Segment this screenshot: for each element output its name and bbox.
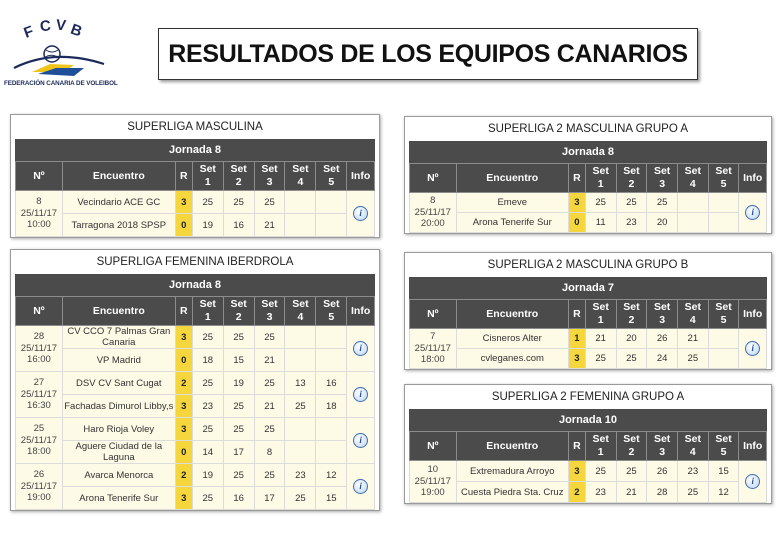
- set-score: [285, 214, 316, 237]
- column-header-info: Info: [739, 164, 767, 193]
- column-header-set4: Set 4: [677, 300, 708, 329]
- team-result: 2: [175, 464, 192, 487]
- set-score: 17: [254, 487, 285, 510]
- set-score: 19: [223, 372, 254, 395]
- team-result: 1: [568, 329, 585, 349]
- column-header-r: R: [568, 164, 585, 193]
- table-row: [16, 191, 375, 214]
- team-name: DSV CV Sant Cugat: [62, 372, 175, 395]
- set-score: 25: [223, 418, 254, 441]
- set-score: [316, 326, 347, 349]
- team-name: Cuesta Piedra Sta. Cruz: [456, 482, 568, 503]
- results-table: [409, 299, 767, 369]
- set-score: 8: [254, 441, 285, 464]
- team-name: Arona Tenerife Sur: [62, 487, 175, 510]
- match-time: 19:00: [420, 487, 445, 499]
- logo-graphic: [4, 10, 108, 80]
- match-info-cell: [16, 464, 63, 510]
- page-title: RESULTADOS DE LOS EQUIPOS CANARIOS: [158, 28, 698, 80]
- set-score: 16: [223, 214, 254, 237]
- column-header-set2: Set 2: [616, 300, 647, 329]
- match-time: 10:00: [27, 219, 51, 231]
- team-name: Emeve: [456, 193, 568, 213]
- league-title: SUPERLIGA 2 MASCULINA GRUPO B: [487, 259, 689, 271]
- table-header-row: [16, 297, 375, 326]
- set-score: 19: [192, 464, 223, 487]
- column-header-set4: Set 4: [285, 297, 316, 326]
- set-score: 25: [616, 461, 647, 482]
- set-score: 25: [254, 464, 285, 487]
- set-score: 20: [647, 213, 678, 233]
- info-cell: [347, 464, 375, 510]
- info-cell: [739, 461, 767, 503]
- team-result: 0: [175, 349, 192, 372]
- column-header-encuentro: Encuentro: [62, 162, 175, 191]
- table-header-row: [410, 300, 767, 329]
- table-row: [16, 418, 375, 441]
- info-icon[interactable]: i: [745, 205, 760, 220]
- jornada-header: Jornada 8: [15, 274, 375, 296]
- team-result: 3: [175, 487, 192, 510]
- set-score: 23: [285, 464, 316, 487]
- match-time: 18:00: [27, 446, 51, 458]
- column-header-set1: Set 1: [585, 432, 616, 461]
- logo-letter-v: V: [55, 16, 67, 35]
- set-score: 23: [585, 482, 616, 503]
- set-score: [285, 418, 316, 441]
- column-header-r: R: [175, 162, 192, 191]
- team-result: 3: [175, 418, 192, 441]
- column-header-set5: Set 5: [316, 162, 347, 191]
- set-score: [316, 214, 347, 237]
- team-result: 3: [175, 191, 192, 214]
- set-score: 25: [223, 464, 254, 487]
- team-name: Avarca Menorca: [62, 464, 175, 487]
- jornada-header: Jornada 7: [409, 277, 767, 299]
- league-title: SUPERLIGA 2 MASCULINA GRUPO A: [487, 123, 689, 135]
- set-score: 16: [223, 487, 254, 510]
- column-header-num: Nº: [410, 164, 457, 193]
- team-name: cvleganes.com: [456, 349, 568, 369]
- set-score: 25: [254, 326, 285, 349]
- info-cell: [347, 418, 375, 464]
- match-info-cell: [16, 418, 63, 464]
- table-header-row: [410, 164, 767, 193]
- match-number: 8: [36, 196, 42, 208]
- set-score: 25: [192, 418, 223, 441]
- results-table: [409, 163, 767, 233]
- column-header-num: Nº: [410, 300, 457, 329]
- column-header-set2: Set 2: [616, 432, 647, 461]
- set-score: [316, 441, 347, 464]
- column-header-r: R: [568, 432, 585, 461]
- info-cell: [347, 191, 375, 237]
- table-row: [16, 395, 375, 418]
- set-score: 25: [585, 193, 616, 213]
- logo-letter-c: C: [39, 17, 52, 36]
- table-row: [16, 487, 375, 510]
- info-cell: [739, 329, 767, 369]
- column-header-set5: Set 5: [708, 164, 739, 193]
- set-score: [677, 193, 708, 213]
- jornada-header: Jornada 8: [409, 141, 767, 163]
- set-score: 25: [254, 372, 285, 395]
- team-result: 0: [568, 213, 585, 233]
- match-info-cell: [410, 329, 457, 369]
- team-name: Cisneros Alter: [456, 329, 568, 349]
- info-icon[interactable]: i: [745, 341, 760, 356]
- info-icon[interactable]: i: [353, 341, 368, 356]
- set-score: 11: [585, 213, 616, 233]
- set-score: 15: [223, 349, 254, 372]
- results-table: [15, 161, 375, 237]
- team-name: VP Madrid: [62, 349, 175, 372]
- set-score: 21: [585, 329, 616, 349]
- set-score: [316, 418, 347, 441]
- set-score: 15: [316, 487, 347, 510]
- set-score: 26: [647, 461, 678, 482]
- info-icon[interactable]: i: [745, 474, 760, 489]
- set-score: 21: [254, 395, 285, 418]
- set-score: 24: [647, 349, 678, 369]
- league-panel: [10, 114, 380, 238]
- column-header-set2: Set 2: [616, 164, 647, 193]
- column-header-set5: Set 5: [708, 300, 739, 329]
- set-score: 25: [254, 191, 285, 214]
- match-number: 8: [430, 195, 436, 207]
- set-score: 13: [285, 372, 316, 395]
- team-name: Extremadura Arroyo: [456, 461, 568, 482]
- set-score: [285, 191, 316, 214]
- match-date: 25/11/17: [414, 475, 451, 487]
- set-score: [708, 349, 739, 369]
- set-score: 21: [254, 214, 285, 237]
- column-header-set3: Set 3: [647, 300, 678, 329]
- set-score: 25: [285, 487, 316, 510]
- set-score: [285, 349, 316, 372]
- set-score: 25: [223, 326, 254, 349]
- set-score: 25: [585, 349, 616, 369]
- set-score: 25: [616, 349, 647, 369]
- table-row: [410, 482, 767, 503]
- set-score: 12: [316, 464, 347, 487]
- column-header-info: Info: [347, 297, 375, 326]
- info-icon[interactable]: i: [353, 387, 368, 402]
- column-header-set2: Set 2: [223, 162, 254, 191]
- set-score: 25: [677, 482, 708, 503]
- league-panel: [404, 384, 772, 504]
- set-score: 25: [585, 461, 616, 482]
- column-header-set3: Set 3: [254, 162, 285, 191]
- team-result: 3: [175, 326, 192, 349]
- match-number: 27: [33, 377, 45, 389]
- table-row: [410, 461, 767, 482]
- league-title: SUPERLIGA 2 FEMENINA GRUPO A: [491, 391, 685, 403]
- set-score: [316, 191, 347, 214]
- set-score: [677, 213, 708, 233]
- column-header-set3: Set 3: [647, 164, 678, 193]
- match-info-cell: [410, 193, 457, 233]
- team-result: 3: [568, 349, 585, 369]
- set-score: 18: [316, 395, 347, 418]
- league-panel: [404, 116, 772, 234]
- column-header-set1: Set 1: [585, 300, 616, 329]
- team-name: Tarragona 2018 SPSP: [62, 214, 175, 237]
- table-row: [16, 349, 375, 372]
- fcvb-logo: [4, 10, 118, 94]
- column-header-num: Nº: [16, 297, 63, 326]
- match-time: 19:00: [27, 492, 51, 504]
- match-date: 25/11/17: [414, 206, 451, 218]
- table-row: [16, 441, 375, 464]
- set-score: 19: [192, 214, 223, 237]
- table-row: [16, 372, 375, 395]
- column-header-num: Nº: [16, 162, 63, 191]
- results-table: [15, 296, 375, 510]
- set-score: 25: [192, 191, 223, 214]
- set-score: 16: [316, 372, 347, 395]
- match-date: 25/11/17: [414, 342, 451, 354]
- set-score: 23: [677, 461, 708, 482]
- match-number: 25: [33, 423, 45, 435]
- set-score: 20: [616, 329, 647, 349]
- column-header-info: Info: [739, 300, 767, 329]
- column-header-set4: Set 4: [677, 164, 708, 193]
- set-score: 25: [254, 418, 285, 441]
- match-date: 25/11/17: [20, 207, 58, 219]
- info-cell: [347, 326, 375, 372]
- info-icon[interactable]: i: [353, 479, 368, 494]
- set-score: 21: [677, 329, 708, 349]
- set-score: 17: [223, 441, 254, 464]
- table-header-row: [16, 162, 375, 191]
- table-row: [16, 464, 375, 487]
- team-result: 3: [568, 193, 585, 213]
- column-header-num: Nº: [410, 432, 457, 461]
- column-header-set5: Set 5: [708, 432, 739, 461]
- set-score: 25: [285, 395, 316, 418]
- set-score: 28: [647, 482, 678, 503]
- column-header-r: R: [175, 297, 192, 326]
- jornada-header: Jornada 10: [409, 409, 767, 431]
- logo-caption: FEDERACIÓN CANARIA DE VOLEIBOL: [4, 80, 118, 87]
- set-score: 25: [192, 487, 223, 510]
- info-icon[interactable]: i: [353, 433, 368, 448]
- team-result: 3: [175, 395, 192, 418]
- team-name: Haro Rioja Voley: [62, 418, 175, 441]
- column-header-encuentro: Encuentro: [456, 300, 568, 329]
- column-header-encuentro: Encuentro: [62, 297, 175, 326]
- column-header-set4: Set 4: [677, 432, 708, 461]
- set-score: 26: [647, 329, 678, 349]
- match-date: 25/11/17: [20, 434, 58, 446]
- column-header-set2: Set 2: [223, 297, 254, 326]
- column-header-set1: Set 1: [192, 297, 223, 326]
- set-score: [285, 326, 316, 349]
- set-score: 21: [254, 349, 285, 372]
- league-title: SUPERLIGA FEMENINA IBERDROLA: [96, 256, 294, 268]
- set-score: 25: [677, 349, 708, 369]
- team-name: Vecindario ACE GC: [62, 191, 175, 214]
- column-header-set1: Set 1: [585, 164, 616, 193]
- match-info-cell: [16, 372, 63, 418]
- team-result: 2: [568, 482, 585, 503]
- set-score: 18: [192, 349, 223, 372]
- set-score: [708, 193, 739, 213]
- set-score: 23: [616, 213, 647, 233]
- set-score: 12: [708, 482, 739, 503]
- table-row: [410, 193, 767, 213]
- jornada-header: Jornada 8: [15, 139, 375, 161]
- match-info-cell: [410, 461, 457, 503]
- team-name: Fachadas Dimurol Libby,s: [62, 395, 175, 418]
- logo-ball: [44, 46, 60, 62]
- column-header-encuentro: Encuentro: [456, 164, 568, 193]
- team-name: Arona Tenerife Sur: [456, 213, 568, 233]
- set-score: [285, 441, 316, 464]
- info-cell: [347, 372, 375, 418]
- set-score: 15: [708, 461, 739, 482]
- match-time: 16:00: [27, 354, 51, 366]
- team-result: 2: [175, 372, 192, 395]
- set-score: 14: [192, 441, 223, 464]
- team-name: Aguere Ciudad de la Laguna: [62, 441, 175, 464]
- table-row: [16, 214, 375, 237]
- column-header-encuentro: Encuentro: [456, 432, 568, 461]
- set-score: 25: [616, 193, 647, 213]
- column-header-set3: Set 3: [647, 432, 678, 461]
- set-score: 21: [616, 482, 647, 503]
- table-row: [16, 326, 375, 349]
- logo-letter-f: F: [21, 22, 36, 42]
- match-date: 25/11/17: [20, 342, 58, 354]
- set-score: 25: [223, 191, 254, 214]
- set-score: 25: [223, 395, 254, 418]
- match-time: 16:30: [27, 400, 51, 412]
- match-time: 18:00: [420, 354, 445, 366]
- table-row: [410, 329, 767, 349]
- match-number: 10: [427, 464, 439, 476]
- team-result: 3: [568, 461, 585, 482]
- column-header-set5: Set 5: [316, 297, 347, 326]
- table-row: [410, 349, 767, 369]
- column-header-info: Info: [347, 162, 375, 191]
- results-table: [409, 431, 767, 503]
- league-panel: [10, 249, 380, 511]
- table-row: [410, 213, 767, 233]
- set-score: 25: [192, 372, 223, 395]
- match-number: 26: [33, 469, 45, 481]
- league-title: SUPERLIGA MASCULINA: [127, 121, 263, 133]
- column-header-set4: Set 4: [285, 162, 316, 191]
- match-date: 25/11/17: [20, 388, 58, 400]
- info-icon[interactable]: i: [353, 206, 368, 221]
- team-name: CV CCO 7 Palmas Gran Canaria: [62, 326, 175, 349]
- column-header-info: Info: [739, 432, 767, 461]
- match-number: 7: [430, 331, 436, 343]
- match-number: 28: [33, 331, 45, 343]
- match-date: 25/11/17: [20, 480, 58, 492]
- set-score: 23: [192, 395, 223, 418]
- info-cell: [739, 193, 767, 233]
- set-score: 25: [192, 326, 223, 349]
- logo-letter-b: B: [68, 20, 85, 41]
- column-header-r: R: [568, 300, 585, 329]
- team-result: 0: [175, 214, 192, 237]
- set-score: [708, 329, 739, 349]
- column-header-set3: Set 3: [254, 297, 285, 326]
- match-time: 20:00: [420, 218, 445, 230]
- table-header-row: [410, 432, 767, 461]
- match-info-cell: [16, 191, 63, 237]
- team-result: 0: [175, 441, 192, 464]
- column-header-set1: Set 1: [192, 162, 223, 191]
- set-score: 25: [647, 193, 678, 213]
- league-panel: [404, 252, 772, 370]
- match-info-cell: [16, 326, 63, 372]
- set-score: [708, 213, 739, 233]
- set-score: [316, 349, 347, 372]
